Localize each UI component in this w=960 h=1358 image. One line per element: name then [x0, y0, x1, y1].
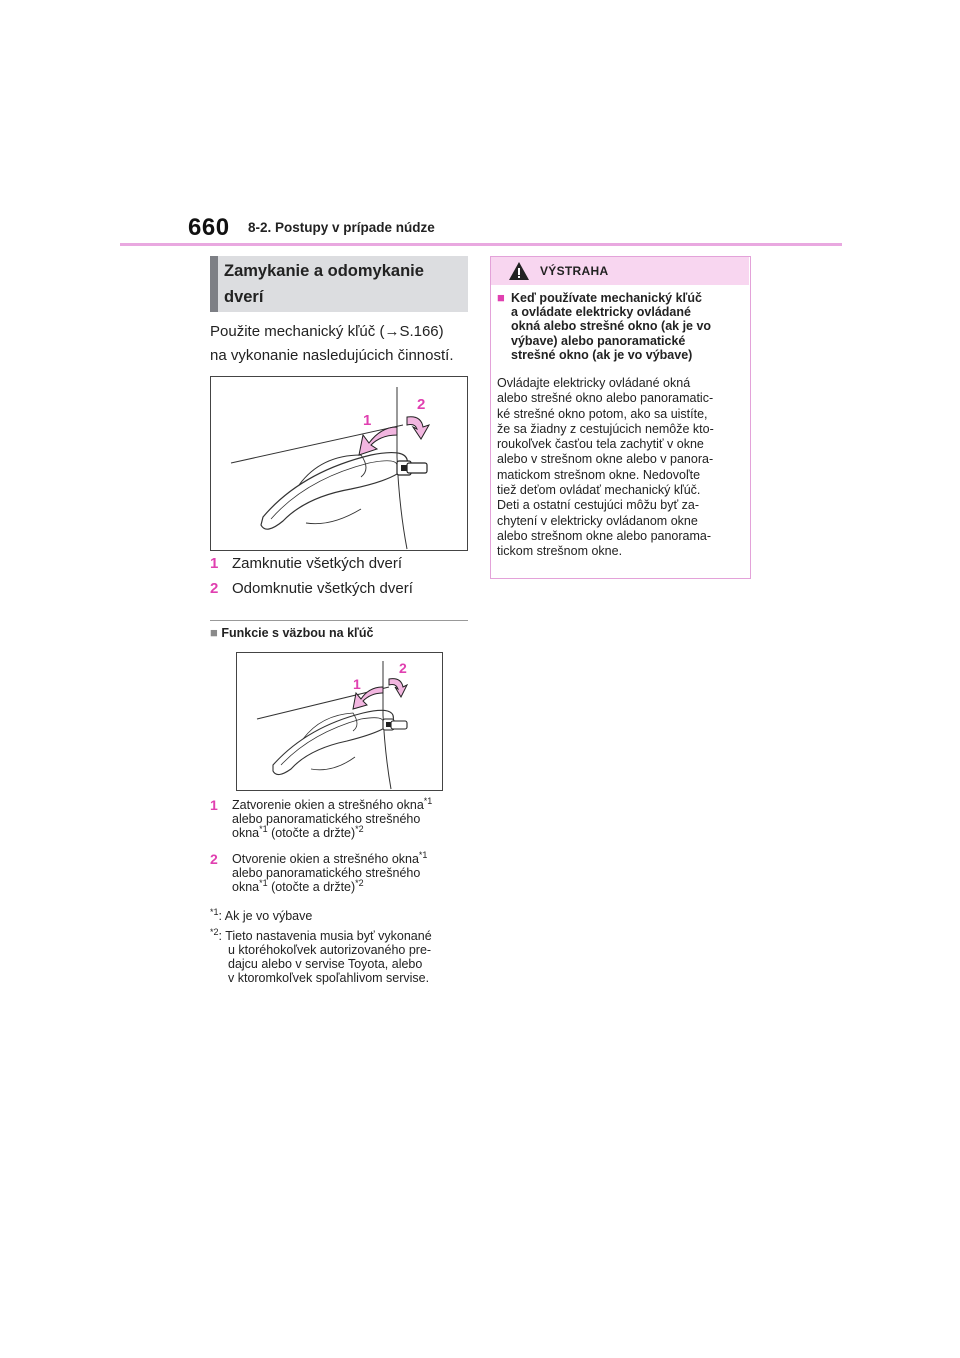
warning-body-line: alebo strešnom okne alebo panorama- [497, 528, 712, 543]
figure1-label-2: 2 [417, 396, 426, 413]
footnote-text: u ktoréhokoľvek autorizovaného pre- [228, 943, 432, 957]
list-text: alebo panoramatického strešného [232, 812, 421, 826]
square-bullet-icon: ■ [210, 625, 218, 640]
warning-body-line: chytení v elektricky ovládanom okne [497, 513, 698, 528]
warning-triangle-icon [508, 261, 530, 281]
list-item [210, 849, 472, 894]
subsection-rule [210, 620, 468, 621]
footnote-1 [210, 906, 472, 923]
figure2-label-2: 2 [399, 660, 407, 676]
warning-body-line: roukoľvek časťou tela zachytiť v okne [497, 437, 704, 452]
warning-body-line: tiež deťom ovládať mechanický kľúč. [497, 483, 701, 498]
footnote-text: : Ak je vo výbave [218, 909, 313, 923]
door-handle-figure-1 [210, 376, 468, 551]
warning-subheading [497, 291, 745, 362]
running-head: 8-2. Postupy v prípade núdze [248, 220, 435, 235]
footnote-text: : Tieto nastavenia musia byť vykonané [218, 929, 432, 943]
list-item [210, 795, 472, 840]
section-title-line-1: Zamykanie a odomykanie [224, 262, 424, 280]
warning-sub-line: a ovládate elektricky ovládané [511, 305, 691, 320]
list-item [210, 580, 413, 597]
warning-body-line: že sa žiadny z cestujúcich nemôže kto- [497, 421, 714, 436]
warning-body-line: alebo strešné okno alebo panoramatic- [497, 391, 714, 406]
footnote-text: v ktoromkoľvek spoľahlivom servise. [228, 971, 430, 985]
warning-body [497, 376, 747, 560]
door-handle-illustration [237, 653, 442, 790]
subsection-title: Funkcie s väzbou na kľúč [221, 626, 374, 640]
section-title-line-2: dverí [224, 288, 264, 306]
warning-body-line: matickom strešnom okne. Nedovoľte [497, 467, 701, 482]
warning-sub-line: strešné okno (ak je vo výbave) [511, 347, 693, 362]
warning-sub-line: okná alebo strešné okno (ak je vo [511, 319, 712, 334]
warning-body-line: Deti a ostatní cestujúci môžu byť za- [497, 498, 699, 513]
list-number: 1 [210, 797, 218, 813]
list-text: alebo panoramatického strešného [232, 866, 421, 880]
warning-body-line: tickom strešnom okne. [497, 544, 623, 559]
list-text: Zamknutie všetkých dverí [232, 555, 403, 572]
warning-sub-line: Keď používate mechanický kľúč [511, 291, 702, 305]
subsection-heading [210, 625, 373, 640]
warning-body-line: Ovládajte elektricky ovládané okná [497, 376, 691, 390]
footnote-mark: *2 [210, 926, 219, 937]
section-title-bar [210, 256, 218, 312]
warning-title: VÝSTRAHA [540, 264, 609, 278]
square-bullet-icon: ■ [497, 290, 505, 305]
intro-paragraph [210, 320, 472, 368]
list-text: Otvorenie okien a strešného okna$^{*1}$ [232, 849, 428, 866]
list-text: Odomknutie všetkých dverí [232, 580, 413, 597]
header-rule [120, 243, 842, 246]
figure2-label-1: 1 [353, 676, 361, 692]
list-number: 2 [210, 580, 219, 597]
warning-body-line: alebo v strešnom okne alebo v panora- [497, 452, 714, 467]
page-number: 660 [188, 214, 230, 241]
list-number: 1 [210, 555, 219, 572]
list-text: okna$^{*1}$ (otočte a držte)$^{*2}$ [232, 877, 364, 894]
list-text: Zatvorenie okien a strešného okna$^{*1}$ [232, 795, 433, 812]
footnote-text: dajcu alebo v servise Toyota, alebo [228, 957, 423, 971]
footnote-2 [210, 926, 472, 985]
footnote-mark: *1 [210, 906, 219, 917]
door-handle-figure-2 [236, 652, 443, 791]
list-text: okna$^{*1}$ (otočte a držte)$^{*2}$ [232, 823, 364, 840]
list-item [210, 555, 403, 572]
door-handle-illustration [211, 377, 467, 550]
intro-line-1: Použite mechanický kľúč (→S.166) [210, 323, 444, 340]
warning-sub-line: výbave) alebo panoramatické [511, 333, 686, 348]
figure1-label-1: 1 [363, 412, 372, 429]
list-number: 2 [210, 851, 218, 867]
warning-body-line: ké strešné okno potom, ako sa uistíte, [497, 406, 708, 421]
intro-line-2: na vykonanie nasledujúcich činností. [210, 347, 454, 364]
section-title [224, 258, 464, 310]
